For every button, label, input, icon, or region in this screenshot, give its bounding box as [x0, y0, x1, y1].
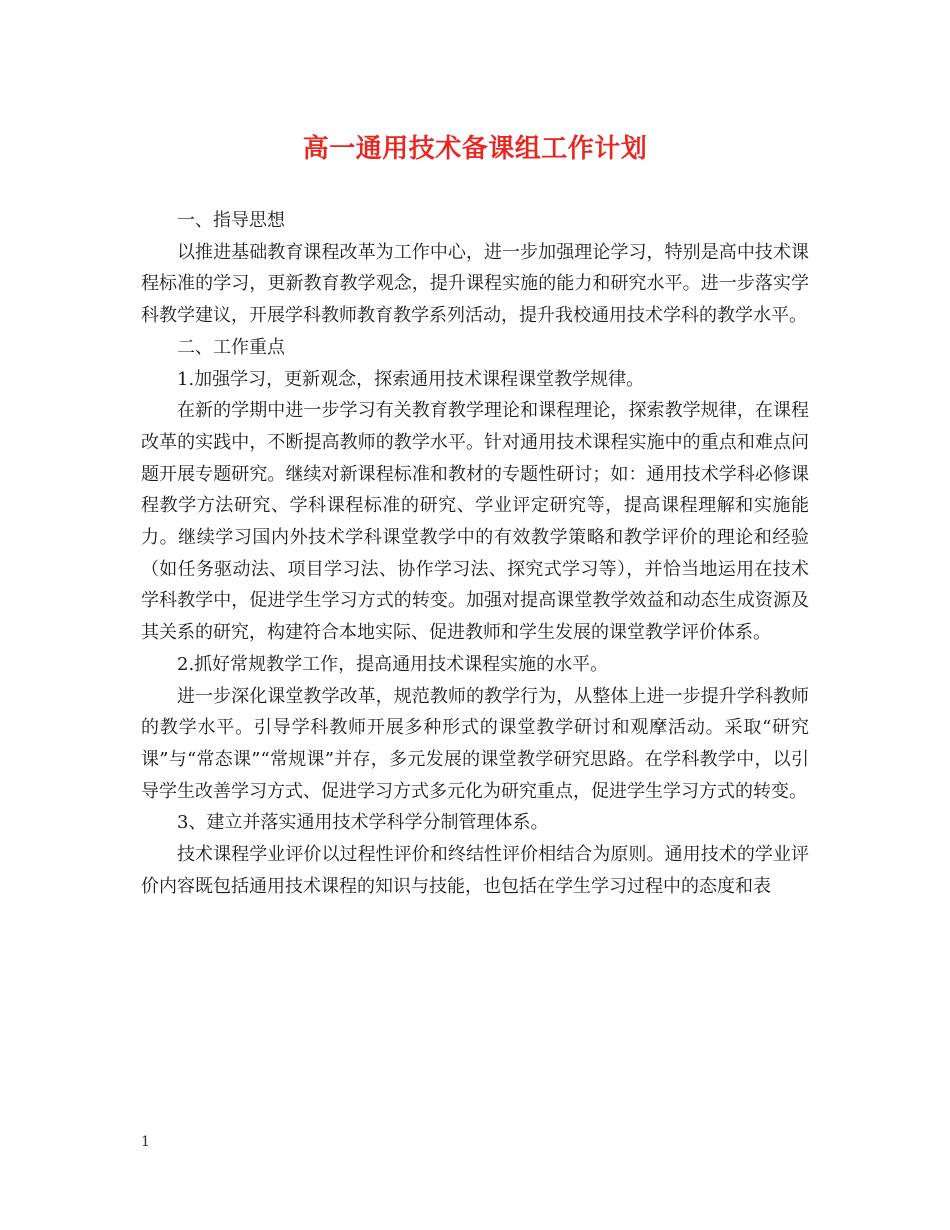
- subsection-heading: 1.加强学习，更新观念，探索通用技术课程课堂教学规律。: [177, 368, 645, 390]
- document-body: [141, 205, 809, 902]
- subsection-heading: 2.抓好常规教学工作，提高通用技术课程实施的水平。: [177, 653, 609, 675]
- paragraph: 技术课程学业评价以过程性评价和终结性评价相结合为原则。通用技术的学业评价内容既包括通用技术课程的知识与技能，也包括在学生学习过程中的态度和表: [141, 844, 809, 897]
- subsection-heading: 3、建立并落实通用技术学科学分制管理体系。: [177, 812, 549, 834]
- page-number: 1: [141, 1134, 150, 1150]
- section-heading: 一、指导思想: [177, 210, 285, 231]
- section-heading: 二、工作重点: [177, 336, 285, 358]
- paragraph: 以推进基础教育课程改革为工作中心，进一步加强理论学习，特别是高中技术课程标准的学习，更新教育教学观念，提升课程实施的能力和研究水平。进一步落实学科教学建议，开展学科教师教育教学系列活动，提升我校通用技术学科的教学水平。: [141, 241, 809, 327]
- paragraph: 在新的学期中进一步学习有关教育教学理论和课程理论，探索教学规律，在课程改革的实践中，不断提高教师的教学水平。针对通用技术课程实施中的重点和难点问题开展专题研究。继续对新课程标准和教材的专题性研讨；如：通用技术学科必修课程教学方法研究、学科课程标准的研究、学业评定研究等，提高课程理解和实施能力。继续学习国内外技术学科课堂教学中的有效教学策略和教学评价的理论和经验（如任务驱动法、项目学习法、协作学习法、探究式学习等），并恰当地运用在技术学科教学中，促进学生学习方式的转变。加强对提高课堂教学效益和动态生成资源及其关系的研究，构建符合本地实际、促进教师和学生发展的课堂教学评价体系。: [141, 400, 809, 644]
- document-title: 高一通用技术备课组工作计划: [302, 134, 648, 164]
- paragraph: 进一步深化课堂教学改革，规范教师的教学行为，从整体上进一步提升学科教师的教学水平。引导学科教师开展多种形式的课堂教学研讨和观摩活动。采取“研究课”与“常态课”“常规课”并存，多元发展的课堂教学研究思路。在学科教学中，以引导学生改善学习方式、促进学习方式多元化为研究重点，促进学生学习方式的转变。: [141, 685, 809, 802]
